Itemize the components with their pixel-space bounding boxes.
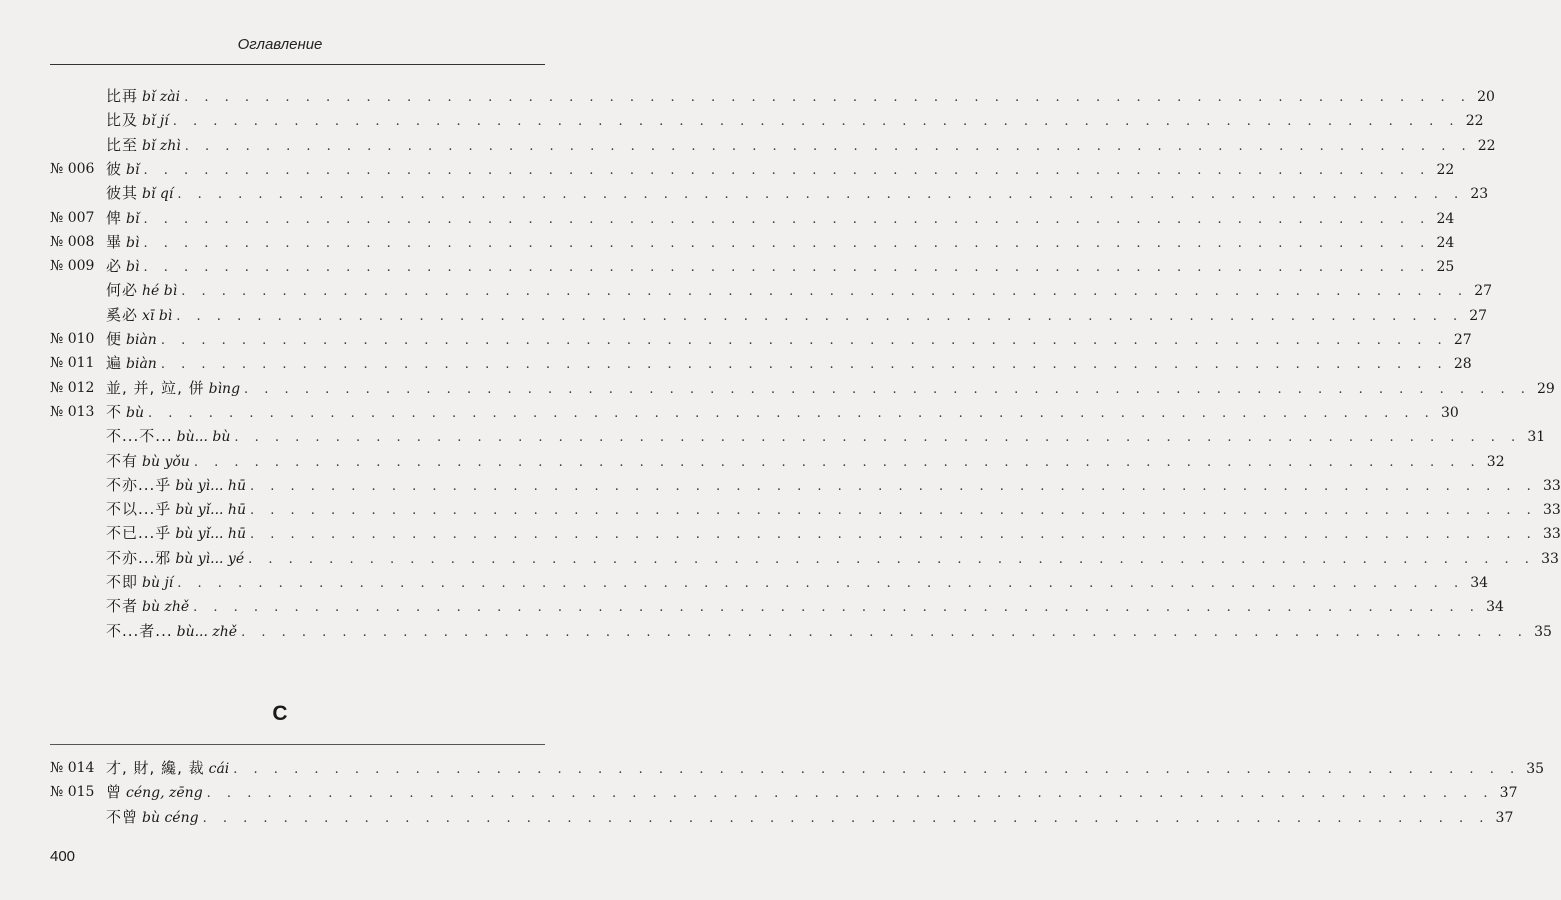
dot-leader: . . . . . . . . . . . . . . . . . . . . . . . . . . . . . . . . . . . . . . . . . . . . . . . . . . . . . . . . . . . . . . . . (234, 430, 1522, 446)
entry-hanzi: 不即 (106, 573, 139, 591)
toc-entry (0, 756, 1545, 780)
entry-page: 35 (1526, 761, 1545, 777)
entry-pinyin: bù céng (142, 809, 199, 826)
running-header: Оглавление (237, 36, 323, 53)
entry-pinyin: bù yì... yé (175, 550, 245, 567)
toc-entry (0, 570, 1489, 594)
entry-hanzi: 便 (106, 330, 123, 348)
section-letter: C (272, 702, 288, 725)
entry-pinyin: bǐ zài (142, 89, 181, 105)
entry-pinyin: biàn (126, 356, 157, 373)
entry-page: 25 (1436, 259, 1455, 276)
entry-hanzi: 不以...乎 (106, 500, 172, 519)
entry-pinyin: bù yǒu (142, 453, 190, 470)
entry-page: 32 (1486, 453, 1505, 470)
entry-page: 37 (1495, 809, 1514, 826)
entry-hanzi: 不亦...乎 (106, 475, 172, 494)
dot-leader: . . . . . . . . . . . . . . . . . . . . . . . . . . . . . . . . . . . . . . . . . . . . . . . . . . . . . . . . . . . . . . . . (241, 624, 1528, 640)
entry-pinyin: bù (126, 404, 144, 421)
entry-pinyin: bù yǐ... hū (175, 502, 246, 519)
toc-entry (0, 84, 1495, 108)
entry-pinyin: biàn (126, 332, 157, 348)
page-number: 400 (50, 848, 76, 865)
entry-pinyin: bǐ (126, 210, 140, 227)
entry-page: 33 (1542, 526, 1561, 543)
entry-pinyin: bì (126, 259, 140, 276)
entry-pinyin: cái (208, 761, 230, 777)
dot-leader: . . . . . . . . . . . . . . . . . . . . . . . . . . . . . . . . . . . . . . . . . . . . . . . . . . . . . . . . . . . . . . . . (184, 90, 1471, 105)
entry-hanzi: 比及 (106, 111, 139, 130)
entry-pinyin: céng, zēng (126, 785, 203, 802)
entry-page: 35 (1534, 623, 1552, 640)
header-rule (50, 64, 545, 65)
entry-pinyin: bù yǐ... hū (175, 526, 246, 543)
toc-entry (0, 594, 1504, 618)
dot-leader: . . . . . . . . . . . . . . . . . . . . . . . . . . . . . . . . . . . . . . . . . . . . . . . . . . . . . . . . . . . . . . . . (249, 478, 1537, 494)
toc-entry (0, 400, 1459, 424)
entry-hanzi: 畢 (106, 232, 123, 251)
entry-pinyin: bìng (208, 380, 241, 397)
dot-leader: . . . . . . . . . . . . . . . . . . . . . . . . . . . . . . . . . . . . . . . . . . . . . . . . . . . . . . . . . . . . . . . . (181, 284, 1469, 300)
entry-page: 31 (1527, 429, 1546, 446)
entry-hanzi: 不已...乎 (106, 524, 172, 543)
dot-leader: . . . . . . . . . . . . . . . . . . . . . . . . . . . . . . . . . . . . . . . . . . . . . . . . . . . . . . . . . . . . . . . . (172, 114, 1460, 130)
dot-leader: . . . . . . . . . . . . . . . . . . . . . . . . . . . . . . . . . . . . . . . . . . . . . . . . . . . . . . . . . . . . . . . . (143, 235, 1431, 251)
entry-hanzi: 遍 (106, 354, 123, 373)
entry-pinyin: bǐ zhì (142, 137, 181, 154)
entry-hanzi: 不...者... (106, 621, 173, 640)
dot-leader: . . . . . . . . . . . . . . . . . . . . . . . . . . . . . . . . . . . . . . . . . . . . . . . . . . . . . . . . . . . . . . . . (193, 600, 1480, 616)
dot-leader: . . . . . . . . . . . . . . . . . . . . . . . . . . . . . . . . . . . . . . . . . . . . . . . . . . . . . . . . . . . . . . . . (143, 260, 1431, 276)
dot-leader: . . . . . . . . . . . . . . . . . . . . . . . . . . . . . . . . . . . . . . . . . . . . . . . . . . . . . . . . . . . . . . . . (202, 810, 1490, 826)
entry-pinyin: bù zhě (142, 599, 190, 616)
dot-leader: . . . . . . . . . . . . . . . . . . . . . . . . . . . . . . . . . . . . . . . . . . . . . . . . . . . . . . . . . . . . . . . . (249, 503, 1537, 519)
entry-page: 37 (1499, 785, 1518, 802)
entry-page: 27 (1469, 307, 1488, 324)
entry-hanzi: 不者 (106, 597, 139, 616)
entry-number: № 009 (50, 258, 95, 275)
toc-entry (0, 181, 1489, 205)
entry-number: № 013 (50, 403, 95, 420)
entry-page: 33 (1542, 477, 1561, 494)
entry-hanzi: 比再 (106, 87, 139, 105)
toc-entry (0, 473, 1561, 497)
dot-leader: . . . . . . . . . . . . . . . . . . . . . . . . . . . . . . . . . . . . . . . . . . . . . . . . . . . . . . . . . . . . . . . . (206, 786, 1494, 802)
entry-hanzi: 奚必 (106, 305, 139, 324)
entry-page: 30 (1440, 404, 1459, 421)
entry-page: 24 (1436, 234, 1455, 251)
entry-page: 33 (1541, 550, 1559, 567)
dot-leader: . . . . . . . . . . . . . . . . . . . . . . . . . . . . . . . . . . . . . . . . . . . . . . . . . . . . . . . . . . . . . . . . (248, 551, 1535, 567)
entry-page: 27 (1474, 283, 1493, 300)
entry-hanzi: 何必 (106, 281, 139, 300)
entry-number: № 006 (50, 160, 95, 177)
entry-hanzi: 不...不... (106, 427, 173, 446)
entry-page: 28 (1453, 356, 1472, 373)
toc-entry (0, 108, 1484, 132)
entry-pinyin: bù... bù (176, 429, 231, 446)
dot-leader: . . . . . . . . . . . . . . . . . . . . . . . . . . . . . . . . . . . . . . . . . . . . . . . . . . . . . . . . . . . . . . . . (143, 211, 1431, 227)
toc-entry (0, 133, 1496, 157)
toc-entry (0, 278, 1493, 302)
dot-leader: . . . . . . . . . . . . . . . . . . . . . . . . . . . . . . . . . . . . . . . . . . . . . . . . . . . . . . . . . . . . . . . . (148, 405, 1435, 421)
entry-hanzi: 不有 (106, 451, 139, 470)
toc-entry (0, 780, 1518, 804)
toc-entry (0, 546, 1559, 570)
entry-hanzi: 彼其 (106, 184, 139, 203)
dot-leader: . . . . . . . . . . . . . . . . . . . . . . . . . . . . . . . . . . . . . . . . . . . . . . . . . . . . . . . . . . . . . . . . (249, 527, 1537, 543)
entry-page: 20 (1477, 89, 1495, 105)
toc-entry (0, 449, 1505, 473)
entry-hanzi: 必 (106, 257, 123, 276)
toc-entry (0, 521, 1561, 545)
entry-hanzi: 並, 并, 竝, 併 (106, 378, 205, 397)
toc-entry (0, 805, 1514, 829)
entry-hanzi: 不 (106, 402, 123, 421)
toc-entry (0, 230, 1455, 254)
toc-entry (0, 327, 1472, 351)
toc-entry (0, 619, 1552, 643)
toc-entry (0, 376, 1555, 400)
dot-leader: . . . . . . . . . . . . . . . . . . . . . . . . . . . . . . . . . . . . . . . . . . . . . . . . . . . . . . . . . . . . . . . . (177, 187, 1465, 203)
entry-hanzi: 比至 (106, 135, 139, 154)
entry-page: 22 (1436, 161, 1455, 178)
dot-leader: . . . . . . . . . . . . . . . . . . . . . . . . . . . . . . . . . . . . . . . . . . . . . . . . . . . . . . . . . . . . . . . . (143, 162, 1431, 178)
toc-entry (0, 497, 1561, 521)
entry-page: 24 (1436, 210, 1455, 227)
toc-entry (0, 157, 1455, 181)
entry-pinyin: bì (126, 234, 140, 251)
entry-page: 34 (1470, 575, 1489, 591)
dot-leader: . . . . . . . . . . . . . . . . . . . . . . . . . . . . . . . . . . . . . . . . . . . . . . . . . . . . . . . . . . . . . . . . (233, 762, 1521, 777)
entry-number: № 008 (50, 233, 95, 250)
entry-hanzi: 俾 (106, 208, 123, 227)
entry-number: № 010 (50, 331, 95, 347)
toc-entry (0, 206, 1455, 230)
entry-hanzi: 曾 (106, 783, 123, 802)
dot-leader: . . . . . . . . . . . . . . . . . . . . . . . . . . . . . . . . . . . . . . . . . . . . . . . . . . . . . . . . . . . . . . . . (176, 308, 1464, 324)
section-rule (50, 744, 545, 745)
toc-entry (0, 351, 1472, 375)
entry-pinyin: bǐ (126, 161, 140, 178)
dot-leader: . . . . . . . . . . . . . . . . . . . . . . . . . . . . . . . . . . . . . . . . . . . . . . . . . . . . . . . . . . . . . . . . (193, 454, 1481, 470)
entry-page: 22 (1477, 137, 1496, 154)
dot-leader: . . . . . . . . . . . . . . . . . . . . . . . . . . . . . . . . . . . . . . . . . . . . . . . . . . . . . . . . . . . . . . . . (160, 357, 1448, 373)
dot-leader: . . . . . . . . . . . . . . . . . . . . . . . . . . . . . . . . . . . . . . . . . . . . . . . . . . . . . . . . . . . . . . . . (244, 381, 1531, 397)
toc-entry (0, 303, 1488, 327)
entry-page: 27 (1453, 332, 1472, 348)
dot-leader: . . . . . . . . . . . . . . . . . . . . . . . . . . . . . . . . . . . . . . . . . . . . . . . . . . . . . . . . . . . . . . . . (177, 576, 1465, 591)
entry-pinyin: bù jí (142, 575, 174, 591)
entry-number: № 011 (50, 355, 95, 372)
entry-pinyin: bù... zhě (176, 623, 238, 640)
entry-number: № 014 (50, 760, 95, 776)
entry-page: 23 (1470, 186, 1489, 203)
entry-pinyin: xī bì (142, 307, 173, 324)
entry-hanzi: 不亦...邪 (106, 548, 172, 567)
entry-page: 22 (1465, 113, 1484, 130)
entry-page: 34 (1486, 599, 1504, 616)
entry-hanzi: 不曾 (106, 807, 139, 826)
entry-pinyin: bǐ qí (142, 186, 174, 203)
entry-page: 29 (1537, 380, 1555, 397)
entry-pinyin: hé bì (142, 283, 178, 300)
entry-pinyin: bù yì... hū (175, 477, 246, 494)
toc-entry (0, 424, 1546, 448)
entry-number: № 007 (50, 209, 95, 226)
entry-pinyin: bǐ jí (142, 113, 169, 130)
dot-leader: . . . . . . . . . . . . . . . . . . . . . . . . . . . . . . . . . . . . . . . . . . . . . . . . . . . . . . . . . . . . . . . . (160, 333, 1448, 348)
toc-entry (0, 254, 1455, 278)
entry-number: № 012 (50, 379, 95, 396)
entry-hanzi: 彼 (106, 159, 123, 178)
entry-page: 33 (1542, 502, 1561, 519)
entry-number: № 015 (50, 784, 95, 801)
entry-hanzi: 才, 財, 纔, 裁 (106, 759, 205, 777)
dot-leader: . . . . . . . . . . . . . . . . . . . . . . . . . . . . . . . . . . . . . . . . . . . . . . . . . . . . . . . . . . . . . . . . (184, 138, 1472, 154)
